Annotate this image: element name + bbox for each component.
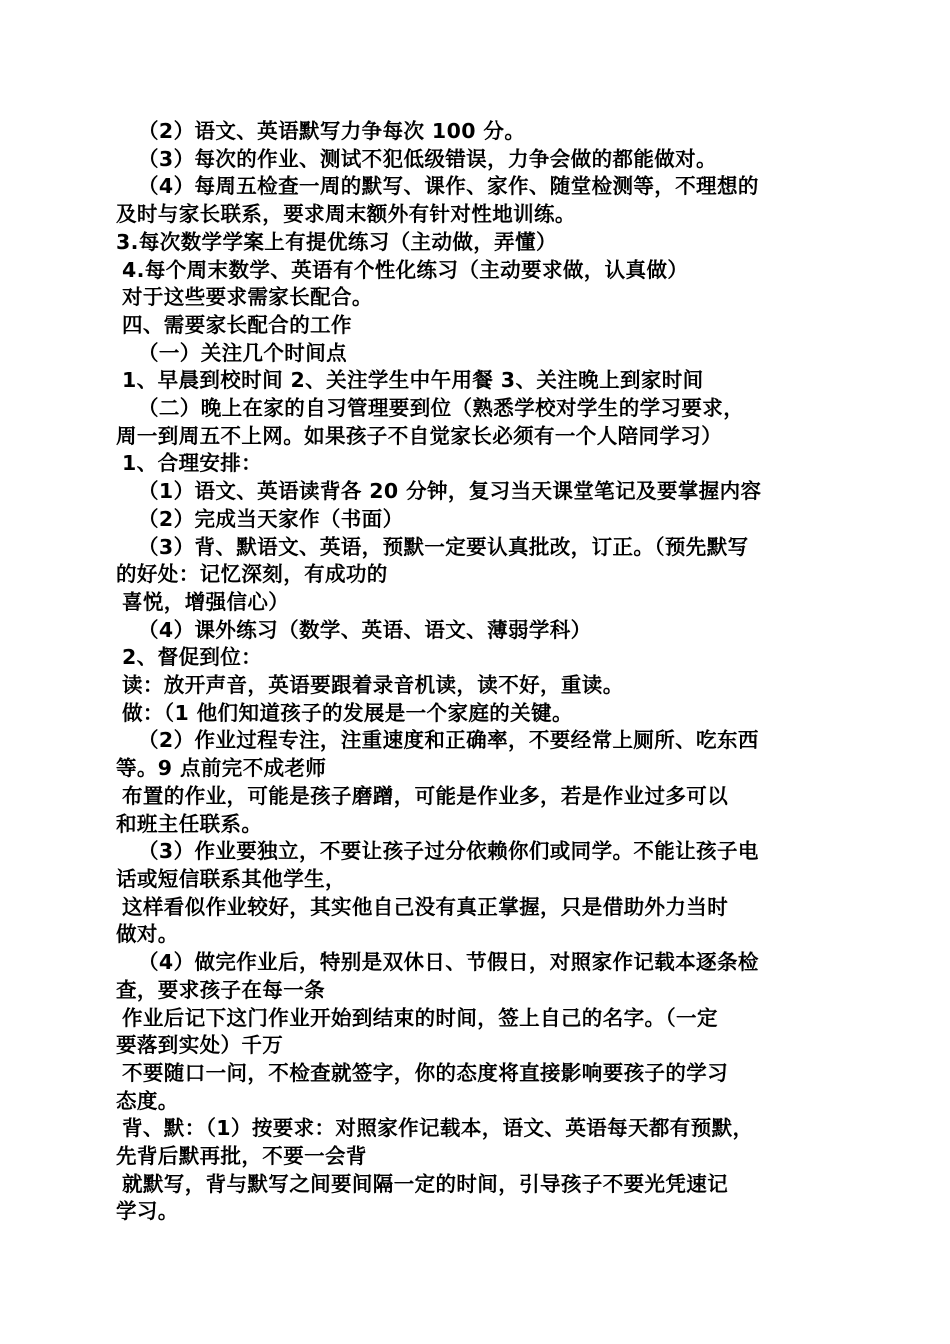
text-line: 周一到周五不上网。如果孩子不自觉家长必须有一个人陪同学习） <box>116 423 723 448</box>
text-line: （2）作业过程专注，注重速度和正确率，不要经常上厕所、吃东西 <box>138 728 759 753</box>
text-line: （3）背、默语文、英语，预默一定要认真批改，订正。（预先默写 <box>138 534 749 559</box>
text-line: 就默写，背与默写之间要间隔一定的时间，引导孩子不要光凭速记 <box>122 1171 729 1196</box>
text-line: 2、督促到位： <box>122 645 263 670</box>
text-line: （一）关注几个时间点 <box>138 340 347 365</box>
text-line: 不要随口一问，不检查就签字，你的态度将直接影响要孩子的学习 <box>122 1060 729 1085</box>
text-line: 4.每个周末数学、英语有个性化练习（主动要求做，认真做） <box>122 257 689 282</box>
text-line: 先背后默再批，不要一会背 <box>116 1144 367 1169</box>
text-line: 3.每次数学学案上有提优练习（主动做，弄懂） <box>116 229 557 254</box>
text-line: 四、需要家长配合的工作 <box>122 312 352 337</box>
text-line: 1、早晨到校时间 2、关注学生中午用餐 3、关注晚上到家时间 <box>122 368 704 393</box>
text-line: （3）每次的作业、测试不犯低级错误，力争会做的都能做对。 <box>138 146 717 171</box>
text-line: 等。9 点前完不成老师 <box>116 756 327 781</box>
text-line: （2）语文、英语默写力争每次 100 分。 <box>138 119 526 143</box>
text-line: 及时与家长联系，要求周末额外有针对性地训练。 <box>116 202 576 227</box>
text-line: （4）做完作业后，特别是双休日、节假日，对照家作记载本逐条检 <box>138 950 759 975</box>
text-line: （4）每周五检查一周的默写、课作、家作、随堂检测等，不理想的 <box>138 174 759 199</box>
text-line: 态度。 <box>116 1088 179 1113</box>
text-line: 和班主任联系。 <box>116 811 263 836</box>
text-line: （二）晚上在家的自习管理要到位（熟悉学校对学生的学习要求， <box>138 396 745 421</box>
text-line: 学习。 <box>116 1199 179 1224</box>
document-body <box>116 118 834 1226</box>
text-line: 话或短信联系其他学生， <box>116 866 346 891</box>
text-line: 读：放开声音，英语要跟着录音机读，读不好，重读。 <box>122 673 624 698</box>
text-line: 对于这些要求需家长配合。 <box>122 285 373 310</box>
text-line: 喜悦，增强信心） <box>122 589 290 614</box>
text-line: 做对。 <box>116 922 179 947</box>
text-line: 要落到实处）千万 <box>116 1033 284 1058</box>
text-line: （2）完成当天家作（书面） <box>138 506 404 531</box>
text-line: 做：（1 他们知道孩子的发展是一个家庭的关键。 <box>122 700 573 725</box>
text-line: 背、默：（1）按要求：对照家作记载本，语文、英语每天都有预默， <box>122 1116 754 1141</box>
text-line: 作业后记下这门作业开始到结束的时间，签上自己的名字。（一定 <box>122 1005 718 1030</box>
text-line: （1）语文、英语读背各 20 分钟，复习当天课堂笔记及要掌握内容 <box>138 479 762 504</box>
text-line: 1、合理安排： <box>122 451 263 476</box>
text-line: 这样看似作业较好，其实他自己没有真正掌握，只是借助外力当时 <box>122 894 729 919</box>
text-line: 布置的作业，可能是孩子磨蹭，可能是作业多，若是作业过多可以 <box>122 783 729 808</box>
text-line: （4）课外练习（数学、英语、语文、薄弱学科） <box>138 617 592 642</box>
text-line: （3）作业要独立，不要让孩子过分依赖你们或同学。不能让孩子电 <box>138 839 759 864</box>
text-line: 的好处：记忆深刻，有成功的 <box>116 562 388 587</box>
text-line: 查，要求孩子在每一条 <box>116 977 325 1002</box>
